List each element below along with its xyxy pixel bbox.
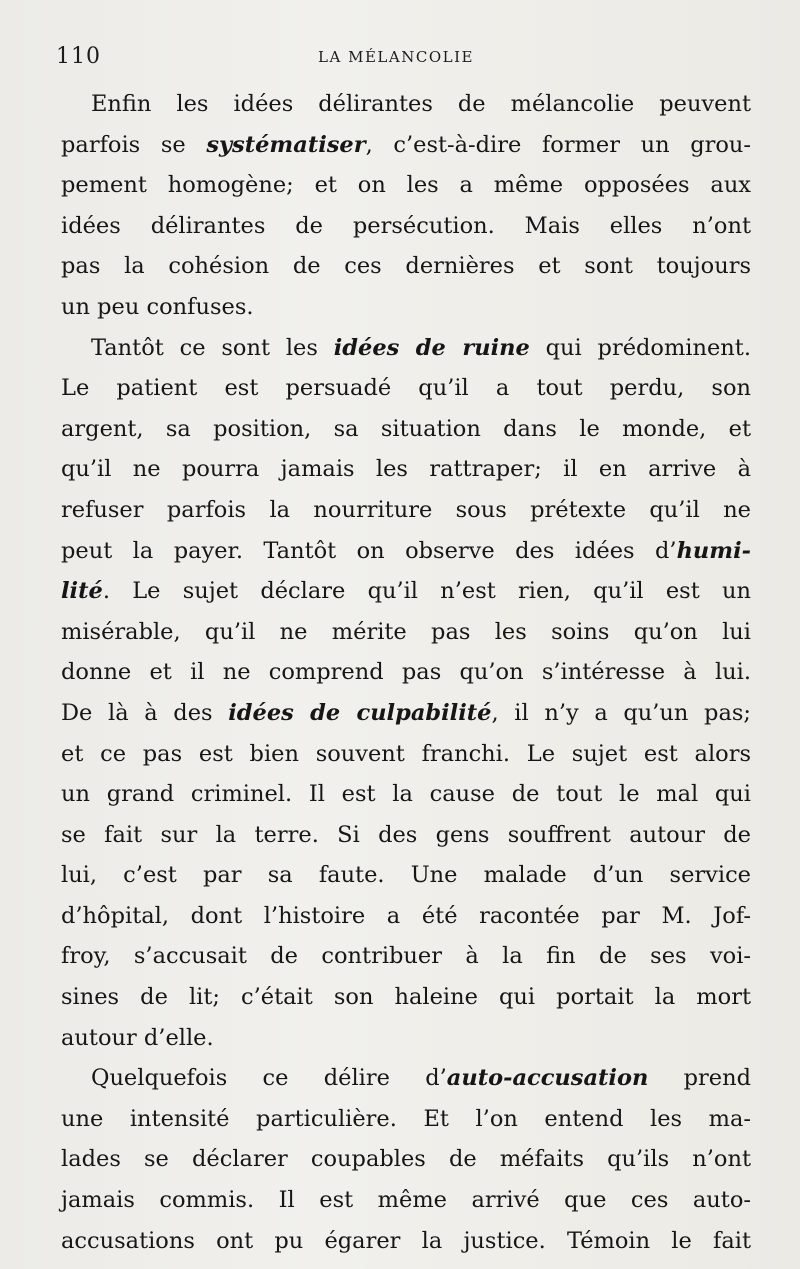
text-line — [61, 652, 751, 693]
text-line — [61, 165, 751, 206]
text-span: jamais commis. Il est même arrivé que ces auto- — [61, 1187, 751, 1214]
text-span: un grand criminel. Il est la cause de tout le mal qui — [61, 781, 751, 808]
text-line — [61, 206, 751, 247]
text-span: d’ — [425, 1065, 447, 1092]
text-span: parfois se — [61, 131, 207, 158]
text-span: , c’est-à-dire former un grou- — [365, 131, 752, 158]
text-span: se fait sur la terre. Si des gens souffrent autour de — [61, 821, 751, 848]
emphasis-text: auto-accusation — [446, 1065, 649, 1092]
text-span: Enfin les idées délirantes de mélancolie peuvent — [91, 91, 751, 117]
text-line — [61, 1099, 751, 1140]
text-line — [61, 125, 751, 166]
text-line — [61, 328, 751, 369]
text-span: d’hôpital, dont l’histoire a été racontée par M. Jof- — [61, 902, 751, 929]
text-span: autour d’elle. — [61, 1024, 214, 1051]
text-span: un peu confuses. — [61, 293, 254, 320]
text-line — [61, 1221, 751, 1262]
emphasis-text: idées de culpabilité — [228, 699, 492, 726]
running-head: LA MÉLANCOLIE — [318, 48, 474, 66]
text-line — [61, 246, 751, 287]
text-line — [61, 287, 751, 328]
text-line — [61, 815, 751, 856]
emphasis-text: humi- — [676, 537, 751, 564]
text-span: lui, c’est par sa faute. Une malade d’un service — [61, 862, 751, 889]
text-span: sines de lit; c’était son haleine qui portait la mort — [61, 984, 751, 1011]
emphasis-text: lité — [61, 578, 103, 605]
page-number: 110 — [56, 44, 101, 69]
text-span: Tantôt ce sont les — [91, 334, 334, 361]
text-span: , il n’y a qu’un pas; — [491, 699, 751, 726]
text-span: accusations ont pu égarer la justice. Témoin le fait — [61, 1227, 751, 1254]
text-span: qui prédominent. — [529, 334, 751, 361]
text-line — [61, 531, 751, 572]
text-span: idées délirantes de persécution. Mais elles n’ont — [61, 212, 751, 239]
text-span: une intensité particulière. Et l’on entend les ma- — [61, 1105, 751, 1132]
text-line — [61, 855, 751, 896]
text-line — [61, 1018, 751, 1059]
text-line — [61, 1139, 751, 1180]
emphasis-text: systématiser — [206, 131, 366, 158]
text-line — [61, 612, 751, 653]
text-span: peut la payer. Tantôt on observe des idées — [61, 537, 656, 564]
text-span: . Le sujet déclare qu’il n’est rien, qu’il est un — [102, 578, 751, 605]
text-line — [61, 449, 751, 490]
text-span: qu’il ne pourra jamais les rattraper; il en arrive à — [61, 456, 751, 483]
text-span: De là à des — [61, 699, 229, 726]
text-line — [61, 1180, 751, 1221]
text-span: froy, s’accusait de contribuer à la fin de ses voi- — [61, 943, 751, 970]
text-line — [61, 774, 751, 815]
text-line — [61, 571, 751, 612]
text-span: Le patient est persuadé qu’il a tout perdu, son — [61, 375, 751, 402]
text-line — [61, 693, 751, 734]
text-line — [61, 490, 751, 531]
text-line — [61, 977, 751, 1018]
text-span: argent, sa position, sa situation dans le monde, et — [61, 415, 751, 442]
text-line — [61, 1058, 751, 1099]
text-line — [61, 409, 751, 450]
text-line — [61, 936, 751, 977]
page-header — [56, 44, 756, 74]
text-span: donne et il ne comprend pas qu’on s’intéresse à lui. — [61, 659, 751, 686]
text-span: misérable, qu’il ne mérite pas les soins qu’on lui — [61, 618, 751, 645]
text-span: Quelquefois ce délire — [91, 1065, 426, 1092]
text-span: pas la cohésion de ces dernières et sont toujours — [61, 253, 751, 280]
text-span: et ce pas est bien souvent franchi. Le sujet est alors — [61, 740, 751, 767]
text-span: refuser parfois la nourriture sous prétexte qu’il ne — [61, 496, 751, 523]
text-span: prend — [648, 1065, 751, 1092]
text-line — [61, 896, 751, 937]
body-text — [61, 84, 751, 1261]
text-line — [61, 734, 751, 775]
emphasis-text: idées de ruine — [333, 334, 530, 361]
text-span: d’ — [655, 537, 677, 564]
text-line — [61, 84, 751, 125]
text-line — [61, 368, 751, 409]
text-span: pement homogène; et on les a même opposées aux — [61, 172, 751, 199]
text-span: lades se déclarer coupables de méfaits qu’ils n’ont — [61, 1146, 751, 1173]
